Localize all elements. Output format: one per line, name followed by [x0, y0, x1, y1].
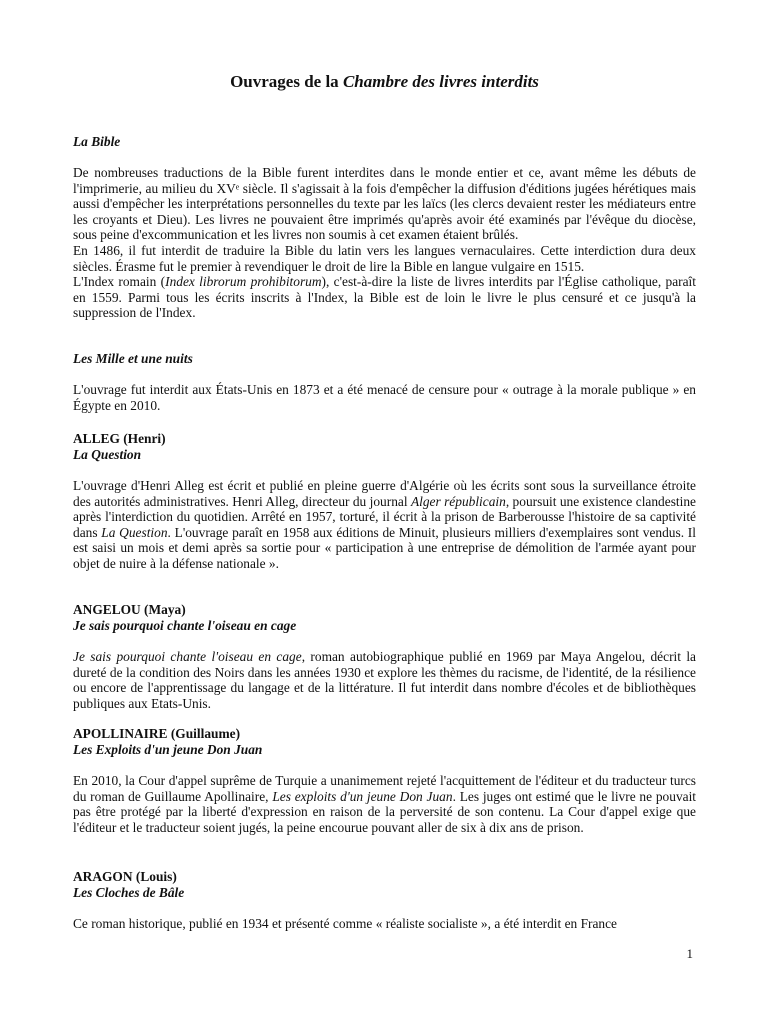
- section-heading: Les Mille et une nuits: [73, 351, 193, 366]
- author-name: ALLEG (Henri): [73, 431, 166, 446]
- work-title: Les Exploits d'un jeune Don Juan: [73, 742, 263, 757]
- paragraph: Ce roman historique, publié en 1934 et présenté comme « réaliste socialiste », a été interdit en France: [73, 916, 618, 931]
- section-alleg: [73, 431, 696, 572]
- section-bible: [73, 134, 696, 321]
- section-aragon: [73, 869, 696, 932]
- author-name: ARAGON (Louis): [73, 869, 177, 884]
- paragraph: Je sais pourquoi chante l'oiseau en cage, roman autobiographique publié en 1969 par Maya Angelou, décrit la dureté de la condition des Noirs dans les années 1930 et explore les thèmes du racisme, de l'identité, de la résilience ou encore de l'apprentissage du langage et de la littérature. Il fut interdit dans nombre d'écoles et de bibliothèques publiques aux Etats-Unis.: [73, 649, 696, 711]
- author-name: ANGELOU (Maya): [73, 602, 186, 617]
- paragraph: En 1486, il fut interdit de traduire la Bible du latin vers les langues vernaculaires. Cette interdiction dura deux siècles. Érasme fut le premier à revendiquer le droit de lire la Bible en langue vulgaire en 1515.: [73, 242, 696, 274]
- section-mille-nuits: [73, 351, 696, 413]
- paragraph: De nombreuses traductions de la Bible furent interdites dans le monde entier et ce, avant même les débuts de l'imprimerie, au milieu du XVᵉ siècle. Il s'agissait à la fois d'empêcher la diffusion d'éditions jugées hérétiques mais aussi d'empêcher les interprétations personnelles du texte par les laïcs (les clercs devaient rester les médiateurs entre les croyants et Dieu). Les livres ne pouvaient être imprimés qu'après avoir été examinés par l'évêque du diocèse, sous peine d'excommunication et les livres non soumis à cet examen étaient brûlés.: [73, 165, 696, 243]
- paragraph: L'ouvrage d'Henri Alleg est écrit et publié en pleine guerre d'Algérie où les écrits sont sous la surveillance étroite des autorités administratives. Henri Alleg, directeur du journal Alger républicain, poursuit une existence clandestine après l'interdiction du quotidien. Arrêté en 1957, torturé, il écrit à la prison de Barberousse l'histoire de sa captivité dans La Question. L'ouvrage paraît en 1958 aux éditions de Minuit, plusieurs milliers d'exemplaires sont vendus. Il est saisi un mois et demi après sa sortie pour « participation à une entreprise de démolition de l'armée ayant pour objet de nuire à la défense nationale ».: [73, 478, 696, 571]
- section-heading: La Bible: [73, 134, 121, 149]
- work-title: Je sais pourquoi chante l'oiseau en cage: [73, 618, 297, 633]
- page-title: [73, 72, 696, 92]
- author-name: APOLLINAIRE (Guillaume): [73, 726, 241, 741]
- work-title: Les Cloches de Bâle: [73, 885, 185, 900]
- section-angelou: [73, 602, 696, 711]
- page-number: 1: [686, 946, 693, 961]
- work-title: La Question: [73, 447, 142, 462]
- section-apollinaire: [73, 726, 696, 835]
- paragraph: En 2010, la Cour d'appel suprême de Turquie a unanimement rejeté l'acquittement de l'éditeur et du traducteur turcs du roman de Guillaume Apollinaire, Les exploits d'un jeune Don Juan. Les juges ont estimé que le livre ne pouvait pas être protégé par la liberté d'expression en raison de la perversité de son contenu. La Cour d'appel exige que l'éditeur et le traducteur soient jugés, la peine encourue pouvant aller de six à dix ans de prison.: [73, 773, 697, 835]
- title-prefix: Ouvrages de la: [230, 72, 343, 91]
- paragraph: L'Index romain (Index librorum prohibitorum), c'est-à-dire la liste de livres interdits par l'Église catholique, paraît en 1559. Parmi tous les écrits inscrits à l'Index, la Bible est de loin le livre le plus censuré et ce jusqu'à la suppression de l'Index.: [73, 274, 696, 321]
- title-italic: Chambre des livres interdits: [342, 72, 539, 91]
- paragraph: L'ouvrage fut interdit aux États-Unis en 1873 et a été menacé de censure pour « outrage à la morale publique » en Égypte en 2010.: [73, 382, 696, 413]
